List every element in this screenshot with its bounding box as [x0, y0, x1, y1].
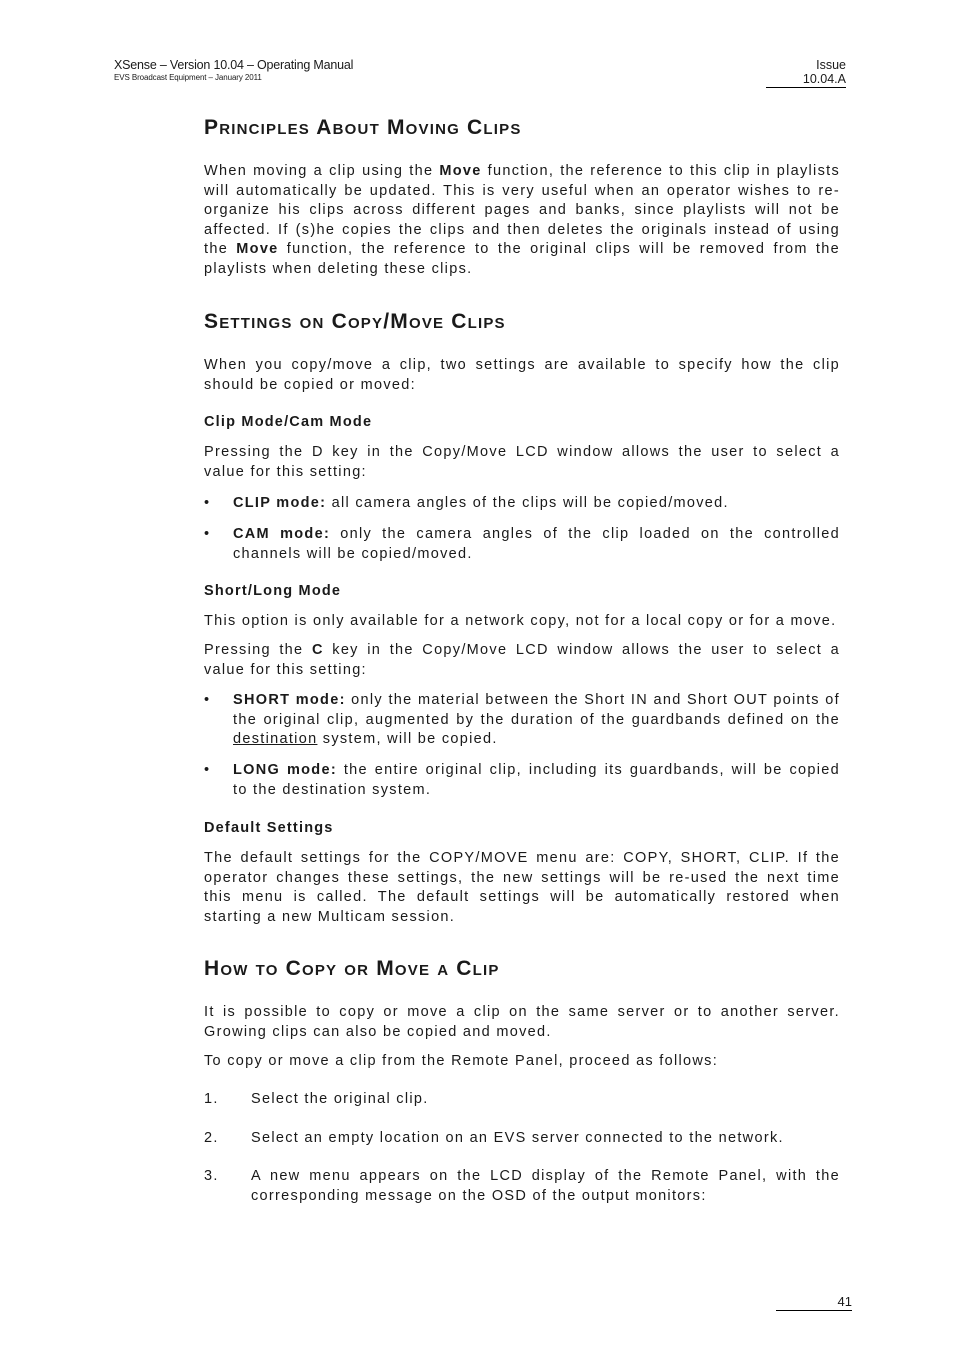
bold-term: C — [311, 642, 324, 658]
text-run: all camera angles of the clips will be copied/moved. — [326, 495, 729, 511]
subheading-clip-mode: Clip Mode/Cam Mode — [204, 414, 373, 430]
subheading-short-long: Short/Long Mode — [204, 583, 342, 599]
short-long-paragraph-1: This option is only available for a network copy, not for a local copy or for a move. — [204, 613, 837, 629]
section-heading-settings: Settings on Copy/Move Clips — [204, 310, 506, 333]
step-text: Select an empty location on an EVS server connected to the network. — [251, 1130, 784, 1146]
bold-term: Move — [439, 163, 482, 179]
bullet-dot: • — [204, 762, 211, 778]
document-subtitle: EVS Broadcast Equipment – January 2011 — [114, 73, 262, 82]
step-number: 1. — [204, 1091, 219, 1107]
bullet-label: CLIP mode: — [233, 495, 327, 511]
text-run: system, will be copied. — [317, 731, 498, 747]
howto-paragraph-1: It is possible to copy or move a clip on the same server or to another server. Growing clips can also be copied and moved. — [204, 1004, 840, 1040]
text-run: When moving a clip using the — [204, 163, 440, 179]
bullet-label: LONG mode: — [233, 762, 337, 778]
page-number: 41 — [776, 1294, 852, 1311]
clip-mode-paragraph: Pressing the D key in the Copy/Move LCD window allows the user to select a value for this setting: — [204, 444, 840, 480]
issue-number: 10.04.A — [766, 72, 846, 88]
short-long-paragraph-2 — [204, 641, 840, 680]
principles-paragraph — [204, 162, 840, 279]
bullet-dot: • — [204, 526, 211, 542]
step-number: 2. — [204, 1130, 219, 1146]
bullet-label: SHORT mode: — [233, 692, 346, 708]
step-text: A new menu appears on the LCD display of the Remote Panel, with the corresponding message on the OSD of the output monitors: — [251, 1168, 840, 1204]
bullet-dot: • — [204, 495, 211, 511]
section-heading-howto: How to Copy or Move a Clip — [204, 957, 500, 980]
settings-intro: When you copy/move a clip, two settings are available to specify how the clip should be copied or moved: — [204, 357, 840, 393]
issue-label: Issue — [816, 58, 846, 72]
underlined-term: destination — [233, 731, 318, 747]
bullet-text — [233, 761, 840, 800]
subheading-default-settings: Default Settings — [204, 820, 334, 836]
bullet-dot: • — [204, 692, 211, 708]
bullet-text — [233, 691, 840, 750]
step-number: 3. — [204, 1168, 219, 1184]
bullet-text — [233, 494, 840, 514]
text-run: key in the Copy/Move LCD window allows the user to select a value for this setting: — [204, 642, 840, 678]
section-heading-principles: Principles About Moving Clips — [204, 116, 522, 139]
text-run: function, the reference to this clip in playlists will automatically be updated. This is very useful when an operator wishes to re-organize his clips across different pages and banks, since playlists will not be affected. If (s)he copies the clips and then deletes the originals instead of using the — [204, 163, 841, 257]
step-text: Select the original clip. — [251, 1091, 429, 1107]
text-run: the entire original clip, including its guardbands, will be copied to the destination system. — [233, 762, 840, 798]
issue-block — [766, 58, 846, 88]
bullet-text — [233, 525, 840, 564]
text-run: Pressing the — [204, 642, 312, 658]
page-header — [114, 58, 353, 82]
bullet-label: CAM mode: — [233, 526, 331, 542]
text-run: only the material between the Short IN and Short OUT points of the original clip, augmented by the duration of the guardbands defined on the — [233, 692, 840, 728]
text-run: function, the reference to the original clips will be removed from the playlists when deleting these clips. — [204, 241, 840, 277]
default-settings-paragraph: The default settings for the COPY/MOVE menu are: COPY, SHORT, CLIP. If the operator changes these settings, the new settings will be re-used the next time this menu is called. The default settings will be automatically restored when starting a new Multicam session. — [204, 850, 840, 925]
document-title: XSense – Version 10.04 – Operating Manual — [114, 58, 354, 72]
bold-term: Move — [236, 241, 279, 257]
howto-paragraph-2: To copy or move a clip from the Remote Panel, proceed as follows: — [204, 1053, 719, 1069]
text-run: only the camera angles of the clip loaded on the controlled channels will be copied/moved. — [233, 526, 840, 562]
